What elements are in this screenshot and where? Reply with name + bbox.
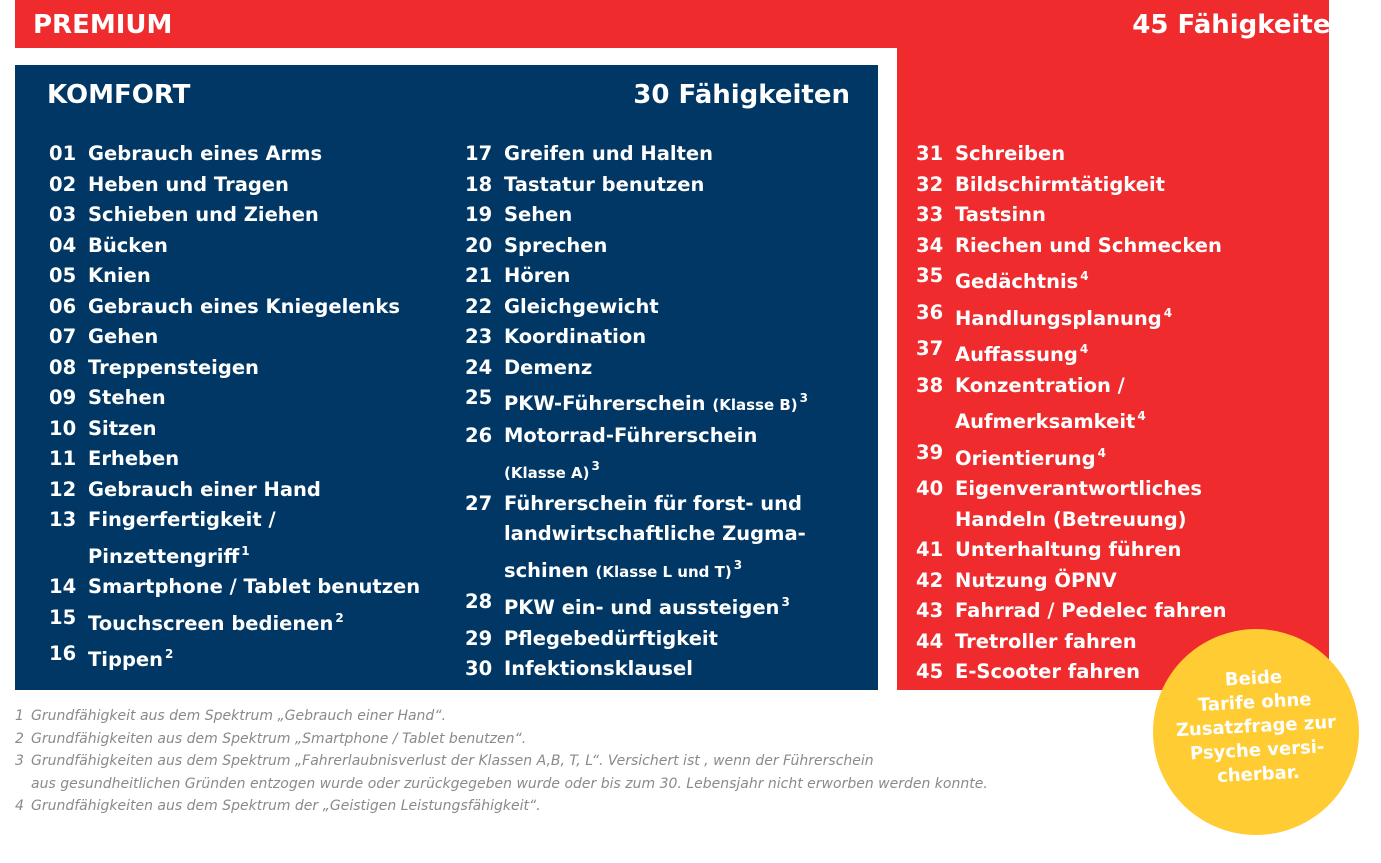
ability-label <box>955 535 1316 566</box>
footnote-ref: 1 <box>241 543 250 558</box>
ability-text: Hören <box>504 264 571 287</box>
ability-label <box>504 624 865 655</box>
ability-label <box>504 489 865 588</box>
ability-number: 32 <box>916 172 944 196</box>
info-badge <box>1153 629 1359 835</box>
ability-label-line <box>88 170 449 201</box>
ability-item <box>916 200 1316 231</box>
ability-item <box>465 489 865 588</box>
ability-label-line <box>88 200 449 231</box>
ability-item <box>49 505 449 572</box>
ability-label-line <box>504 383 865 421</box>
ability-text: PKW-Führerschein <box>504 392 706 415</box>
ability-label <box>88 292 449 323</box>
ability-number: 08 <box>49 355 77 379</box>
ability-item <box>49 261 449 292</box>
ability-label <box>955 334 1316 371</box>
ability-label-line <box>504 550 865 588</box>
premium-title: PREMIUM <box>33 10 173 40</box>
badge-line: cherbar. <box>1216 761 1301 788</box>
ability-label-line <box>955 170 1316 201</box>
komfort-count: 30 Fähigkeiten <box>633 80 850 110</box>
ability-item <box>465 421 865 489</box>
ability-label-line <box>88 292 449 323</box>
ability-text: Pflegebedürftigkeit <box>504 626 718 650</box>
ability-text: Erheben <box>88 447 180 470</box>
ability-item <box>49 475 449 506</box>
ability-item <box>465 139 865 170</box>
ability-label-line <box>504 587 865 624</box>
ability-item <box>916 596 1316 627</box>
ability-text: Fingerfertigkeit / <box>88 508 276 531</box>
ability-label-line <box>504 200 865 231</box>
footnote-ref: 4 <box>1080 269 1089 283</box>
ability-label-line <box>504 170 865 201</box>
ability-item <box>49 353 449 384</box>
ability-number: 10 <box>49 416 77 440</box>
ability-label <box>504 261 865 292</box>
ability-label-line <box>955 334 1316 371</box>
ability-label-line <box>955 261 1316 298</box>
premium-count: 45 Fähigkeiten <box>1132 10 1349 40</box>
ability-number: 13 <box>49 508 77 531</box>
ability-item <box>916 535 1316 566</box>
ability-label-line <box>955 200 1316 231</box>
ability-text: Knien <box>88 264 151 287</box>
ability-class-note: (Klasse L und T) <box>595 562 732 581</box>
ability-text: Handeln (Betreuung) <box>955 507 1187 531</box>
footnote-text: Grundfähigkeiten aus dem Spektrum „Fahrerlaubnisverlust der Klassen A,B, T, L“. Versichert ist , wenn der Führerschein <box>31 753 874 770</box>
ability-label <box>88 322 449 353</box>
ability-item <box>465 624 865 655</box>
ability-label-line <box>88 414 449 445</box>
ability-label <box>504 421 865 489</box>
ability-number: 45 <box>916 660 944 683</box>
ability-text: Schreiben <box>955 142 1066 165</box>
ability-number: 11 <box>49 447 77 470</box>
ability-label <box>504 139 865 170</box>
ability-number: 44 <box>916 629 944 653</box>
footnote-line <box>15 773 1145 796</box>
ability-number: 07 <box>49 325 77 348</box>
ability-text: Heben und Tragen <box>88 172 289 196</box>
ability-text: schinen <box>504 558 589 582</box>
abilities-column-2 <box>465 139 865 685</box>
ability-label-line <box>955 438 1316 475</box>
ability-number: 01 <box>49 142 77 165</box>
ability-label-line <box>504 261 865 292</box>
ability-number: 40 <box>916 477 944 500</box>
ability-item <box>49 603 449 640</box>
ability-label-line <box>504 421 865 452</box>
ability-label-line <box>88 383 449 414</box>
ability-label-line <box>88 139 449 170</box>
ability-number: 18 <box>465 172 493 196</box>
ability-label-line <box>955 139 1316 170</box>
ability-label-line <box>955 474 1316 505</box>
ability-label <box>88 603 449 640</box>
ability-text: landwirtschaftliche Zugma- <box>504 522 806 545</box>
footnote-number: 2 <box>15 730 24 747</box>
footnote-ref: 3 <box>799 391 808 405</box>
ability-text: Gebrauch einer Hand <box>88 477 321 501</box>
ability-text: Gebrauch eines Kniegelenks <box>88 294 400 318</box>
ability-label-line <box>504 139 865 170</box>
badge-line: Beide <box>1224 666 1283 691</box>
ability-label <box>504 170 865 201</box>
ability-text: Nutzung ÖPNV <box>955 568 1117 592</box>
ability-text: Infektionsklausel <box>504 657 693 680</box>
footnotes <box>15 705 1145 818</box>
footnote-line <box>15 705 1145 728</box>
ability-item <box>465 654 865 685</box>
ability-label <box>504 654 865 685</box>
ability-number: 26 <box>465 423 493 447</box>
ability-number: 43 <box>916 599 944 622</box>
ability-label-line <box>955 535 1316 566</box>
ability-item <box>916 371 1316 438</box>
ability-number: 25 <box>465 386 493 409</box>
ability-label-line <box>504 654 865 685</box>
ability-text: Bücken <box>88 233 168 257</box>
ability-number: 21 <box>465 264 493 287</box>
ability-item <box>916 566 1316 597</box>
ability-number: 34 <box>916 233 944 257</box>
ability-text: Sprechen <box>504 233 608 257</box>
footnote-ref: 3 <box>781 595 790 609</box>
ability-number: 27 <box>465 491 493 515</box>
ability-item <box>49 444 449 475</box>
ability-item <box>49 139 449 170</box>
ability-label-line <box>88 322 449 353</box>
ability-item <box>49 200 449 231</box>
ability-number: 39 <box>916 440 944 464</box>
ability-number: 31 <box>916 142 944 165</box>
ability-number: 16 <box>49 642 77 665</box>
footnote-ref: 4 <box>1097 445 1106 460</box>
ability-label-line <box>504 231 865 262</box>
ability-number: 05 <box>49 264 77 287</box>
ability-text: Greifen und Halten <box>504 142 714 165</box>
ability-item <box>465 200 865 231</box>
ability-text: Tippen <box>88 648 164 671</box>
ability-label-line <box>955 566 1316 597</box>
ability-text: Gebrauch eines Arms <box>88 142 323 165</box>
ability-text: E-Scooter fahren <box>955 660 1141 683</box>
ability-text: Tastsinn <box>955 203 1046 226</box>
ability-text: Gehen <box>88 325 159 348</box>
ability-text: Pinzettengriff <box>88 544 240 568</box>
ability-label-line <box>504 489 865 520</box>
ability-label-line <box>88 353 449 384</box>
ability-number: 28 <box>465 590 493 613</box>
ability-text: PKW ein- und aussteigen <box>504 596 780 619</box>
footnote-ref: 3 <box>733 557 743 572</box>
footnote-text: Grundfähigkeiten aus dem Spektrum der „Geistigen Leistungsfähigkeit“. <box>31 798 541 815</box>
ability-text: Tastatur benutzen <box>504 172 705 196</box>
ability-label-line <box>88 475 449 506</box>
ability-item <box>465 170 865 201</box>
footnote-number: 3 <box>15 753 24 770</box>
ability-number: 41 <box>916 538 944 561</box>
ability-text: Unterhaltung führen <box>955 538 1182 561</box>
ability-number: 42 <box>916 568 944 592</box>
ability-label-line <box>504 322 865 353</box>
ability-number: 19 <box>465 203 493 226</box>
ability-item <box>49 292 449 323</box>
footnote-ref: 3 <box>591 459 600 473</box>
ability-label <box>88 444 449 475</box>
ability-label <box>504 587 865 624</box>
ability-item <box>49 414 449 445</box>
ability-label <box>504 231 865 262</box>
ability-label-line <box>88 603 449 640</box>
ability-text: Führerschein für forst- und <box>504 491 803 515</box>
footnote-number: 1 <box>15 708 24 724</box>
ability-label <box>88 414 449 445</box>
ability-text: Bildschirmtätigkeit <box>955 172 1165 196</box>
ability-text: Handlungsplanung <box>955 306 1162 330</box>
ability-label-line <box>88 444 449 475</box>
ability-item <box>916 474 1316 535</box>
ability-text: Demenz <box>504 355 593 379</box>
ability-label <box>955 474 1316 535</box>
ability-text: Touchscreen bedienen <box>88 611 334 635</box>
ability-class-note: (Klasse A) <box>504 464 590 482</box>
ability-text: Auffassung <box>955 343 1078 366</box>
ability-label <box>955 298 1316 335</box>
ability-label-line <box>88 639 449 676</box>
ability-number: 37 <box>916 337 944 360</box>
badge-line: Psyche versi- <box>1189 736 1325 765</box>
ability-label <box>955 139 1316 170</box>
ability-number: 36 <box>916 300 944 324</box>
ability-item <box>916 231 1316 262</box>
abilities-column-3 <box>916 139 1316 688</box>
ability-text: Gedächtnis <box>955 270 1079 293</box>
ability-label-line <box>88 572 449 603</box>
ability-label-line <box>88 231 449 262</box>
ability-item <box>465 322 865 353</box>
footnote-ref: 4 <box>1137 409 1146 423</box>
ability-item <box>49 639 449 676</box>
ability-label-line <box>955 401 1316 438</box>
ability-label-line <box>955 298 1316 335</box>
ability-number: 23 <box>465 325 493 348</box>
ability-text: Motorrad-Führerschein <box>504 423 758 447</box>
ability-number: 04 <box>49 233 77 257</box>
ability-label <box>88 505 449 572</box>
ability-class-note: (Klasse B) <box>712 396 798 414</box>
ability-number: 17 <box>465 142 493 165</box>
footnote-text: Grundfähigkeiten aus dem Spektrum „Smartphone / Tablet benutzen“. <box>31 730 527 747</box>
footnote-text: aus gesundheitlichen Gründen entzogen wurde oder zurückgegeben wurde oder bis zum 30. Lebensjahr nicht erworben werden konnte. <box>31 775 988 792</box>
ability-text: Treppensteigen <box>88 355 259 379</box>
ability-item <box>49 231 449 262</box>
ability-item <box>465 353 865 384</box>
footnote-ref: 4 <box>1079 342 1089 356</box>
footnote-ref: 2 <box>165 647 174 661</box>
ability-label <box>955 438 1316 475</box>
ability-label <box>504 200 865 231</box>
ability-label <box>88 200 449 231</box>
footnote-text: Grundfähigkeit aus dem Spektrum „Gebrauch einer Hand“. <box>31 708 447 724</box>
ability-label-line <box>504 519 865 550</box>
ability-label <box>88 139 449 170</box>
ability-item <box>916 334 1316 371</box>
ability-label-line <box>88 505 449 536</box>
ability-item <box>49 322 449 353</box>
ability-label-line <box>504 451 865 489</box>
ability-text: Tretroller fahren <box>955 629 1137 653</box>
ability-number: 09 <box>49 386 77 409</box>
ability-item <box>916 170 1316 201</box>
ability-item <box>49 383 449 414</box>
footnote-number: 4 <box>15 798 24 815</box>
ability-item <box>465 587 865 624</box>
ability-label-line <box>504 292 865 323</box>
ability-label-line <box>88 261 449 292</box>
ability-label <box>88 170 449 201</box>
ability-label <box>504 383 865 421</box>
ability-label <box>955 170 1316 201</box>
ability-label <box>504 353 865 384</box>
ability-label-line <box>955 596 1316 627</box>
ability-item <box>465 261 865 292</box>
ability-number: 06 <box>49 294 77 318</box>
badge-line: Zusatzfrage zur <box>1175 711 1337 742</box>
ability-item <box>49 572 449 603</box>
ability-text: Koordination <box>504 325 647 348</box>
ability-item <box>465 383 865 421</box>
ability-number: 15 <box>49 605 77 629</box>
ability-text: Orientierung <box>955 446 1096 470</box>
ability-item <box>916 139 1316 170</box>
ability-label <box>955 261 1316 298</box>
ability-number: 33 <box>916 203 944 226</box>
ability-label-line <box>504 353 865 384</box>
ability-label-line <box>504 624 865 655</box>
ability-label <box>955 566 1316 597</box>
ability-item <box>465 292 865 323</box>
ability-label <box>88 639 449 676</box>
ability-text: Sehen <box>504 203 573 226</box>
abilities-column-1 <box>49 139 449 676</box>
footnote-ref: 2 <box>335 610 344 625</box>
ability-text: Sitzen <box>88 416 157 440</box>
ability-label <box>955 371 1316 438</box>
ability-text: Eigenverantwortliches <box>955 477 1202 500</box>
ability-label <box>955 596 1316 627</box>
ability-text: Gleichgewicht <box>504 294 659 318</box>
footnote-ref: 4 <box>1163 305 1173 320</box>
ability-item <box>916 298 1316 335</box>
badge-text <box>1158 662 1354 792</box>
footnote-line <box>15 750 1145 773</box>
ability-text: Riechen und Schmecken <box>955 233 1222 257</box>
ability-number: 12 <box>49 477 77 501</box>
ability-label <box>88 353 449 384</box>
ability-label <box>88 383 449 414</box>
ability-label <box>955 231 1316 262</box>
ability-label <box>504 292 865 323</box>
ability-label <box>955 200 1316 231</box>
footnote-line <box>15 795 1145 818</box>
ability-text: Schieben und Ziehen <box>88 203 319 226</box>
ability-label-line <box>955 371 1316 402</box>
ability-number: 38 <box>916 373 944 397</box>
ability-label <box>504 322 865 353</box>
ability-item <box>465 231 865 262</box>
badge-line: Tarife ohne <box>1197 689 1313 716</box>
ability-number: 20 <box>465 233 493 257</box>
ability-item <box>916 438 1316 475</box>
ability-label <box>88 475 449 506</box>
ability-number: 14 <box>49 575 77 598</box>
ability-number: 03 <box>49 203 77 226</box>
ability-label <box>88 231 449 262</box>
ability-text: Aufmerksamkeit <box>955 410 1136 433</box>
komfort-title: KOMFORT <box>47 80 191 110</box>
ability-number: 30 <box>465 657 493 680</box>
ability-label-line <box>88 536 449 573</box>
ability-text: Fahrrad / Pedelec fahren <box>955 599 1227 622</box>
ability-number: 02 <box>49 172 77 196</box>
ability-number: 24 <box>465 355 493 379</box>
ability-number: 22 <box>465 294 493 318</box>
footnote-line <box>15 728 1145 751</box>
ability-number: 29 <box>465 626 493 650</box>
ability-label <box>88 572 449 603</box>
ability-item <box>916 261 1316 298</box>
ability-number: 35 <box>916 264 944 287</box>
ability-text: Stehen <box>88 386 166 409</box>
ability-text: Smartphone / Tablet benutzen <box>88 575 421 598</box>
ability-label <box>88 261 449 292</box>
ability-text: Konzentration / <box>955 373 1125 397</box>
ability-label-line <box>955 231 1316 262</box>
ability-item <box>49 170 449 201</box>
ability-label-line <box>955 505 1316 536</box>
